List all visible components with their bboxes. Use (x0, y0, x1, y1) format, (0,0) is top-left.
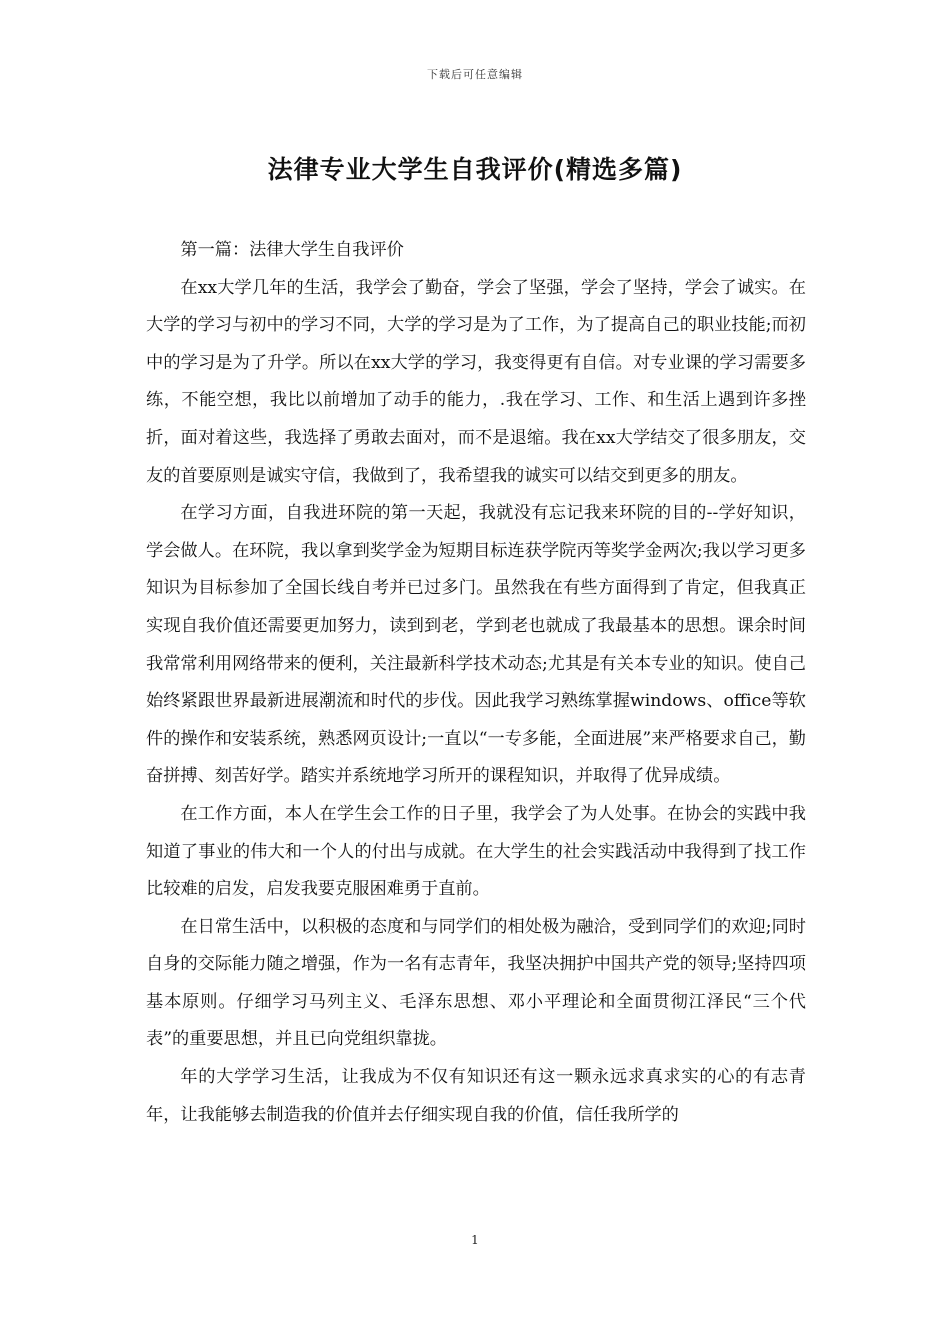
paragraph: 在学习方面，自我进环院的第一天起，我就没有忘记我来环院的目的--学好知识，学会做人。在环院，我以拿到奖学金为短期目标连获学院丙等奖学金两次;我以学习更多知识为目标参加了全国长线自考并已过多门。虽然我在有些方面得到了肯定，但我真正实现自我价值还需要更加努力，读到到老，学到老也就成了我最基本的思想。课余时间我常常利用网络带来的便利，关注最新科学技术动态;尤其是有关本专业的知识。使自己始终紧跟世界最新进展潮流和时代的步伐。因此我学习熟练掌握windows、office等软件的操作和安装系统，熟悉网页设计;一直以“一专多能，全面进展”来严格要求自己，勤奋拼搏、刻苦好学。踏实并系统地学习所开的课程知识，并取得了优异成绩。 (146, 503, 806, 787)
paragraph: 在工作方面，本人在学生会工作的日子里，我学会了为人处事。在协会的实践中我知道了事业的伟大和一个人的付出与成就。在大学生的社会实践活动中我得到了找工作比较难的启发，启发我要克服困难勇于直前。 (146, 803, 806, 900)
page-number: 1 (471, 1233, 479, 1247)
paragraph: 在日常生活中，以积极的态度和与同学们的相处极为融洽，受到同学们的欢迎;同时自身的交际能力随之增强，作为一名有志青年，我坚决拥护中国共产党的领导;坚持四项基本原则。仔细学习马列主义、毛泽东思想、邓小平理论和全面贯彻江泽民“三个代表”的重要思想，并且已向党组织靠拢。 (146, 916, 806, 1050)
document-title: 法律专业大学生自我评价(精选多篇) (267, 155, 683, 184)
document-body (146, 232, 806, 1134)
header-note: 下载后可任意编辑 (427, 68, 523, 81)
section-heading: 第一篇：法律大学生自我评价 (180, 240, 404, 260)
paragraph: 年的大学学习生活，让我成为不仅有知识还有这一颗永远求真求实的心的有志青年，让我能够去制造我的价值并去仔细实现自我的价值，信任我所学的 (146, 1067, 806, 1125)
paragraph: 在xx大学几年的生活，我学会了勤奋，学会了坚强，学会了坚持，学会了诚实。在大学的学习与初中的学习不同，大学的学习是为了工作，为了提高自己的职业技能;而初中的学习是为了升学。所以在xx大学的学习，我变得更有自信。对专业课的学习需要多练，不能空想，我比以前增加了动手的能力，.我在学习、工作、和生活上遇到许多挫折，面对着这些，我选择了勇敢去面对，而不是退缩。我在xx大学结交了很多朋友，交友的首要原则是诚实守信，我做到了，我希望我的诚实可以结交到更多的朋友。 (146, 277, 806, 486)
